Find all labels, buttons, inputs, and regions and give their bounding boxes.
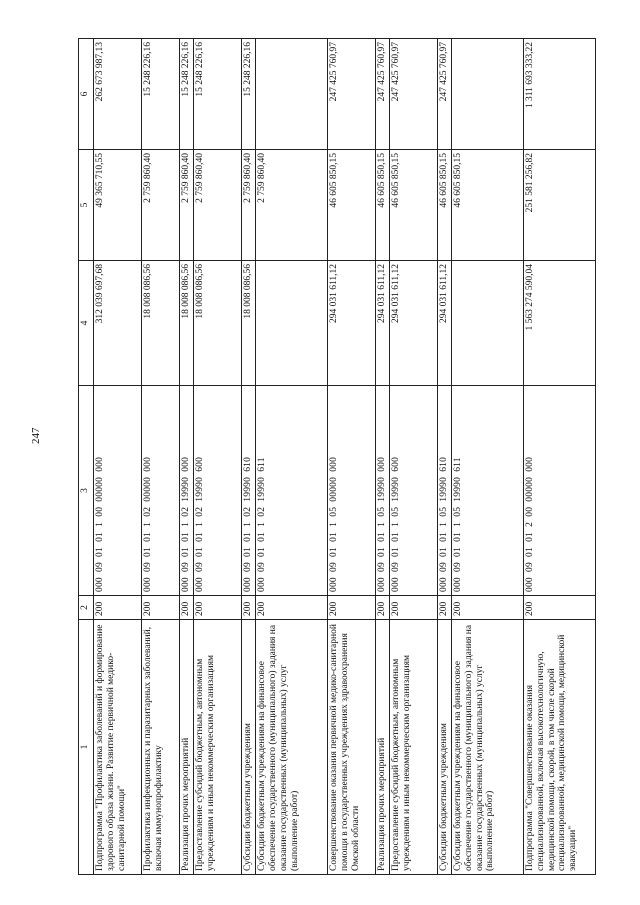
- row-name: Подпрограмма "Профилактика заболеваний и формирование здорового образа жизни. Развитие первичной медико-санитарной помощи": [94, 620, 142, 875]
- table-row: [523, 39, 595, 875]
- row-admin-code: 200: [193, 596, 241, 620]
- row-value-5: 2 759 860,40: [180, 150, 194, 261]
- row-value-4: 294 031 611,12: [437, 261, 451, 386]
- row-value-6: 262 673 987,13: [94, 39, 142, 150]
- row-budget-code: 000 09 01 01 1 05 19990 610: [437, 386, 451, 596]
- row-name: Субсидии бюджетным учреждениям на финансовое обеспечение государственного (муниципального) задания на оказание государственных (муниципальных) услуг (выполнение работ): [255, 620, 327, 875]
- row-name: Подпрограмма "Совершенствование оказания специализированной, включая высокотехнологичную, медицинской помощи, скорой, в том числе скорой специализированной, медицинской помощи, медицинской эвакуации": [523, 620, 595, 875]
- table-row: [451, 39, 523, 875]
- row-value-6: 15 248 226,16: [193, 39, 241, 150]
- row-admin-code: 200: [142, 596, 180, 620]
- row-admin-code: 200: [451, 596, 523, 620]
- row-budget-code: 000 09 01 01 1 05 00000 000: [327, 386, 375, 596]
- row-name: Предоставление субсидий бюджетным, автономным учреждениям и иным некоммерческим организациям: [193, 620, 241, 875]
- budget-table: [78, 38, 596, 875]
- row-name: Реализация прочих мероприятий: [375, 620, 389, 875]
- row-name: Профилактика инфекционных и паразитарных заболеваний, включая иммунопрофилактику: [142, 620, 180, 875]
- row-value-6: 247 425 760,97: [375, 39, 389, 150]
- row-value-5: 46 605 850,15: [389, 150, 437, 261]
- row-value-5: 46 605 850,15: [375, 150, 389, 261]
- row-budget-code: 000 09 01 01 1 00 00000 000: [94, 386, 142, 596]
- row-value-5: 46 605 850,15: [327, 150, 375, 261]
- row-budget-code: 000 09 01 01 1 02 19990 000: [180, 386, 194, 596]
- table-row: [241, 39, 255, 875]
- row-value-6: [451, 39, 523, 150]
- row-value-4: 18 008 086,56: [142, 261, 180, 386]
- row-budget-code: 000 09 01 01 1 02 19990 611: [255, 386, 327, 596]
- header-col-1: 1: [79, 620, 94, 875]
- header-col-5: 5: [79, 150, 94, 261]
- row-value-6: 15 248 226,16: [142, 39, 180, 150]
- row-value-5: 46 605 850,15: [451, 150, 523, 261]
- row-value-4: [255, 261, 327, 386]
- table-row: [255, 39, 327, 875]
- row-admin-code: 200: [327, 596, 375, 620]
- row-value-5: 2 759 860,40: [241, 150, 255, 261]
- row-admin-code: 200: [94, 596, 142, 620]
- row-name: Предоставление субсидий бюджетным, автономным учреждениям и иным некоммерческим организациям: [389, 620, 437, 875]
- row-name: Субсидии бюджетным учреждениям: [241, 620, 255, 875]
- row-value-5: 251 581 256,82: [523, 150, 595, 261]
- row-name: Реализация прочих мероприятий: [180, 620, 194, 875]
- table-row: [437, 39, 451, 875]
- row-admin-code: 200: [375, 596, 389, 620]
- row-value-4: 18 008 086,56: [180, 261, 194, 386]
- row-value-4: 1 563 274 590,04: [523, 261, 595, 386]
- row-value-6: 247 425 760,97: [437, 39, 451, 150]
- row-name: Субсидии бюджетным учреждениям: [437, 620, 451, 875]
- row-value-4: 294 031 611,12: [389, 261, 437, 386]
- row-budget-code: 000 09 01 01 1 02 19990 610: [241, 386, 255, 596]
- row-value-6: 247 425 760,97: [327, 39, 375, 150]
- row-budget-code: 000 09 01 01 1 02 00000 000: [142, 386, 180, 596]
- row-admin-code: 200: [180, 596, 194, 620]
- table-row: [389, 39, 437, 875]
- row-value-6: 15 248 226,16: [180, 39, 194, 150]
- row-value-5: 46 605 850,15: [437, 150, 451, 261]
- row-name: Субсидии бюджетным учреждениям на финансовое обеспечение государственного (муниципального) задания на оказание государственных (муниципальных) услуг (выполнение работ): [451, 620, 523, 875]
- row-value-5: 2 759 860,40: [193, 150, 241, 261]
- header-col-4: 4: [79, 261, 94, 386]
- header-col-6: 6: [79, 39, 94, 150]
- row-admin-code: 200: [437, 596, 451, 620]
- table-row: [94, 39, 142, 875]
- row-budget-code: 000 09 01 01 1 02 19990 600: [193, 386, 241, 596]
- rotated-page: [78, 39, 583, 875]
- row-value-6: 247 425 760,97: [389, 39, 437, 150]
- row-budget-code: 000 09 01 01 1 05 19990 611: [451, 386, 523, 596]
- table-row: [180, 39, 194, 875]
- row-value-6: 15 248 226,16: [241, 39, 255, 150]
- row-admin-code: 200: [523, 596, 595, 620]
- header-row: [79, 39, 94, 875]
- row-budget-code: 000 09 01 01 1 05 19990 000: [375, 386, 389, 596]
- row-admin-code: 200: [389, 596, 437, 620]
- row-value-6: [255, 39, 327, 150]
- row-value-4: 294 031 611,12: [375, 261, 389, 386]
- page-number: 247: [30, 427, 42, 444]
- row-value-5: 49 365 710,55: [94, 150, 142, 261]
- row-budget-code: 000 09 01 01 1 05 19990 600: [389, 386, 437, 596]
- row-value-5: 2 759 860,40: [142, 150, 180, 261]
- row-budget-code: 000 09 01 01 2 00 00000 000: [523, 386, 595, 596]
- row-value-4: 312 039 697,68: [94, 261, 142, 386]
- row-value-4: 294 031 611,12: [327, 261, 375, 386]
- table-row: [193, 39, 241, 875]
- table-row: [375, 39, 389, 875]
- row-value-6: 1 311 693 333,22: [523, 39, 595, 150]
- header-col-3: 3: [79, 386, 94, 596]
- row-value-4: 18 008 086,56: [241, 261, 255, 386]
- table-row: [142, 39, 180, 875]
- row-value-4: [451, 261, 523, 386]
- row-admin-code: 200: [241, 596, 255, 620]
- row-value-5: 2 759 860,40: [255, 150, 327, 261]
- row-admin-code: 200: [255, 596, 327, 620]
- header-col-2: 2: [79, 596, 94, 620]
- row-value-4: 18 008 086,56: [193, 261, 241, 386]
- table-row: [327, 39, 375, 875]
- row-name: Совершенствование оказания первичной медико-санитарной помощи в государственных учреждениях здравоохранения Омской области: [327, 620, 375, 875]
